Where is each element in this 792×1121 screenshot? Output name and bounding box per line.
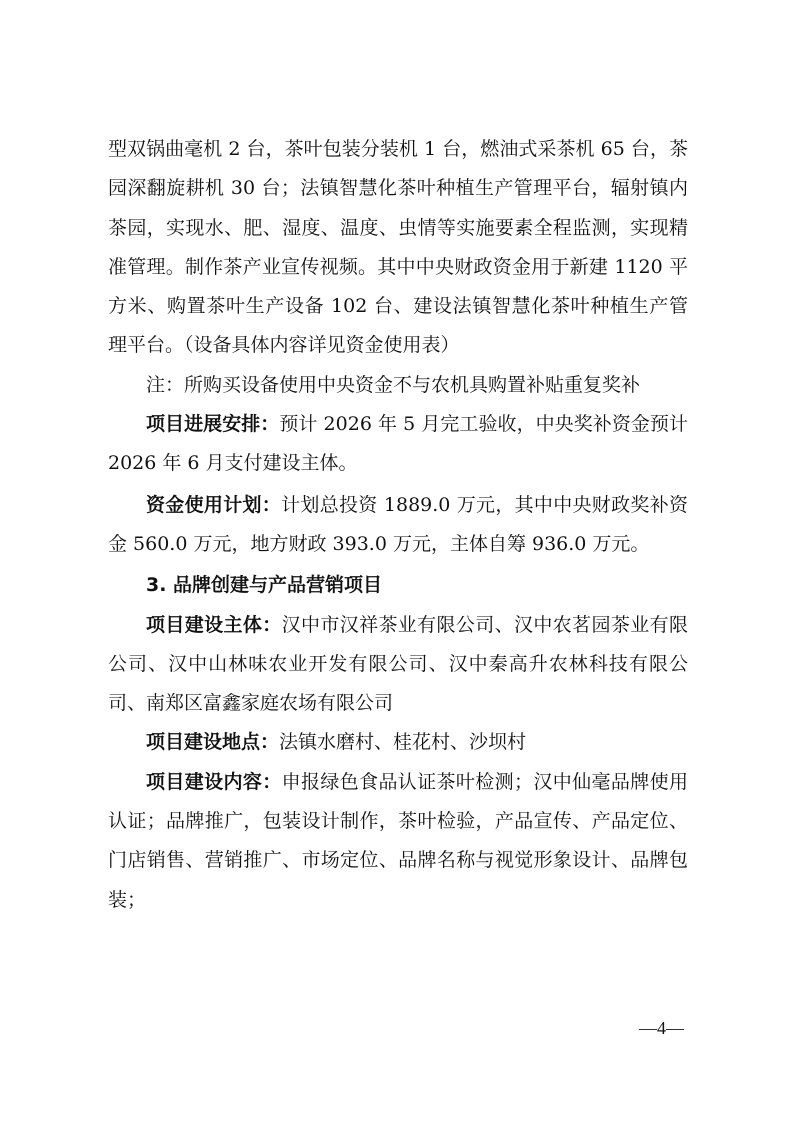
content-label: 项目建设内容： — [146, 770, 282, 793]
section-heading: 3. 品牌创建与产品营销项目 — [146, 574, 383, 597]
paragraph-entity — [108, 606, 688, 724]
funding-label: 资金使用计划： — [146, 493, 282, 516]
paragraph-progress — [108, 405, 688, 484]
paragraph-equipment: 型双锅曲毫机 2 台，茶叶包装分装机 1 台，燃油式采茶机 65 台，茶园深翻旋耕机 30 台；法镇智慧化茶叶种植生产管理平台，辐射镇内茶园，实现水、肥、湿度、温度、虫情等实施要素全程监测，实现精准管理。制作茶产业宣传视频。其中中央财政资金用于新建 1120 平方米、购置茶叶生产设备 102 台、建设法镇智慧化茶叶种植生产管理平台。（设备具体内容详见资金使用表） — [108, 138, 688, 357]
paragraph-content — [108, 763, 688, 920]
entity-label: 项目建设主体： — [146, 613, 282, 636]
progress-label: 项目进展安排： — [146, 413, 280, 436]
location-label: 项目建设地点： — [146, 731, 280, 754]
location-text: 法镇水磨村、桂花村、沙坝村 — [279, 731, 527, 754]
progress-text: 预计 2026 年 5 月完工验收，中央奖补资金预计 2026 年 6 月支付建设主体。 — [108, 413, 688, 475]
paragraph-funding — [108, 486, 688, 565]
paragraph-note: 注：所购买设备使用中央资金不与农机具购置补贴重复奖补 — [146, 373, 641, 396]
document-body — [108, 130, 688, 920]
paragraph-location — [108, 723, 688, 762]
page-number: —4— — [639, 1018, 684, 1038]
entity-text: 汉中市汉祥茶业有限公司、汉中农茗园茶业有限公司、汉中山林味农业开发有限公司、汉中秦高升农林科技有限公司、南郑区富鑫家庭农场有限公司 — [108, 613, 688, 715]
content-text: 申报绿色食品认证茶叶检测；汉中仙毫品牌使用认证；品牌推广，包装设计制作，茶叶检验，产品宣传、产品定位、门店销售、营销推广、市场定位、品牌名称与视觉形象设计、品牌包装； — [108, 770, 688, 911]
funding-text: 计划总投资 1889.0 万元，其中中央财政奖补资金 560.0 万元，地方财政 393.0 万元，主体自筹 936.0 万元。 — [108, 493, 688, 555]
